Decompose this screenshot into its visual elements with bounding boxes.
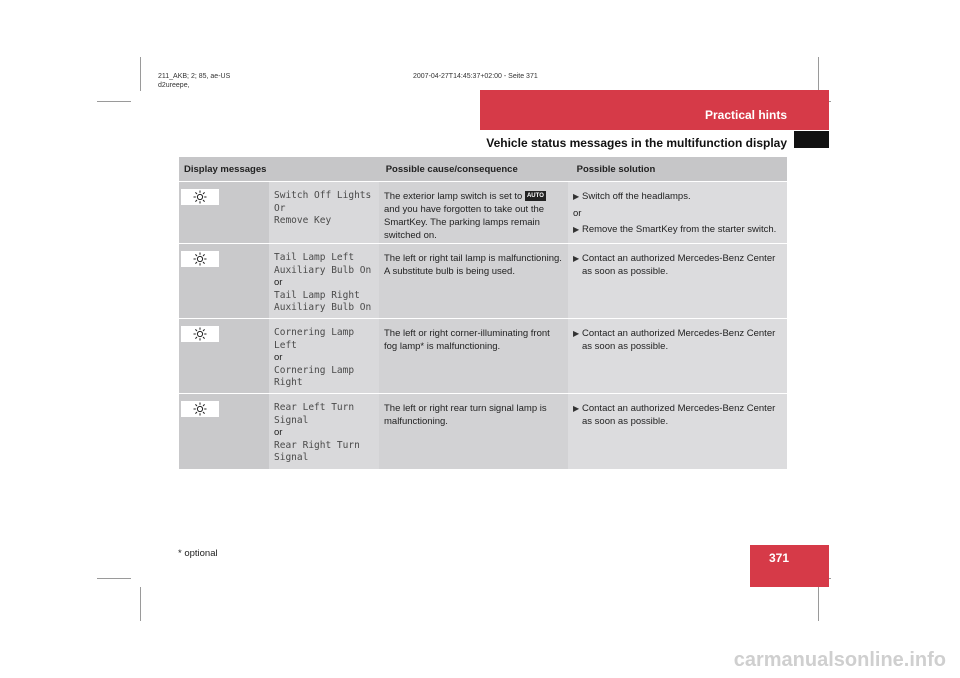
solution-step xyxy=(573,252,783,278)
page-number: 371 xyxy=(768,551,789,565)
print-meta-right xyxy=(413,72,538,81)
crop-mark xyxy=(140,587,141,621)
arrow-right-icon: ▶ xyxy=(573,192,580,201)
display-message: Right xyxy=(274,377,303,388)
print-meta-line: d2ureepe, xyxy=(158,82,190,89)
print-meta-line: 211_AKB; 2; 85, ae-US xyxy=(158,73,231,80)
lamp-icon-box xyxy=(181,401,219,417)
display-message: Switch Off Lights xyxy=(274,190,372,201)
print-meta-line: 2007-04-27T14:45:37+02:00 - Seite 371 xyxy=(413,73,538,80)
lamp-icon-box xyxy=(181,251,219,267)
auto-badge-icon: AUTO xyxy=(526,193,544,200)
status-messages-table xyxy=(179,157,787,469)
table-row xyxy=(179,318,787,393)
section-subtitle: Vehicle status messages in the multifunction display xyxy=(486,136,787,150)
display-message: Auxiliary Bulb On xyxy=(274,264,372,276)
solution-text: Contact an authorized Mercedes-Benz Center as soon as possible. xyxy=(582,253,776,277)
display-message: Left xyxy=(274,339,297,351)
print-meta-left xyxy=(158,72,230,90)
cause-text: The left or right rear turn signal lamp is malfunctioning. xyxy=(384,403,547,427)
cause-cell xyxy=(379,244,568,318)
display-message: Rear Left Turn xyxy=(274,402,355,413)
cause-text: The exterior lamp switch is set to xyxy=(384,191,523,202)
column-header: Possible cause/consequence xyxy=(385,163,518,175)
icon-cell xyxy=(179,182,269,243)
lamp-icon-box xyxy=(181,189,219,205)
cause-text: The left or right tail lamp is malfunctioning. A substitute bulb is being used. xyxy=(384,253,562,277)
header-marker xyxy=(794,131,829,148)
lamp-icon xyxy=(193,327,207,341)
or-separator: or xyxy=(274,352,283,363)
crop-mark xyxy=(97,578,131,579)
table-row xyxy=(179,393,787,469)
lamp-icon xyxy=(193,252,207,266)
message-cell xyxy=(269,319,379,393)
footnote: * optional xyxy=(178,548,218,559)
display-message: Auxiliary Bulb On xyxy=(274,302,372,313)
solution-step xyxy=(573,327,783,353)
arrow-right-icon: ▶ xyxy=(573,329,580,338)
solution-step xyxy=(573,190,783,203)
message-cell xyxy=(269,244,379,318)
crop-mark xyxy=(97,101,131,102)
cause-text: The left or right corner-illuminating front fog lamp* is malfunctioning. xyxy=(384,328,550,352)
icon-cell xyxy=(179,319,269,393)
arrow-right-icon: ▶ xyxy=(573,404,580,413)
or-separator: or xyxy=(274,277,283,288)
table-header xyxy=(179,157,787,181)
crop-mark xyxy=(140,57,141,91)
arrow-right-icon: ▶ xyxy=(573,254,580,263)
solution-text: Remove the SmartKey from the starter switch. xyxy=(582,224,777,235)
column-header: Possible solution xyxy=(576,163,656,175)
solution-text: Switch off the headlamps. xyxy=(582,191,691,202)
table-row xyxy=(179,243,787,318)
icon-cell xyxy=(179,394,269,469)
solution-step xyxy=(573,223,783,236)
display-message: Rear Right Turn xyxy=(274,439,360,451)
display-message: Or xyxy=(274,202,286,214)
display-message: Tail Lamp Right xyxy=(274,289,360,301)
arrow-right-icon: ▶ xyxy=(573,225,580,234)
crop-mark xyxy=(818,587,819,621)
solution-text: Contact an authorized Mercedes-Benz Center as soon as possible. xyxy=(582,403,776,427)
crop-mark xyxy=(818,57,819,91)
column-header: Display messages xyxy=(184,163,267,175)
cause-text: and you have forgotten to take out the SmartKey. The parking lamps remain switched on. xyxy=(384,204,545,241)
cause-cell xyxy=(379,394,568,469)
cause-cell xyxy=(379,319,568,393)
solution-cell xyxy=(568,394,787,469)
display-message: Tail Lamp Left xyxy=(274,252,355,263)
display-message: Signal xyxy=(274,452,309,463)
or-separator: or xyxy=(573,208,582,219)
icon-cell xyxy=(179,244,269,318)
solution-cell xyxy=(568,319,787,393)
solution-cell xyxy=(568,182,787,243)
message-cell xyxy=(269,182,379,243)
section-title: Practical hints xyxy=(704,108,787,122)
cause-cell xyxy=(379,182,568,243)
solution-text: Contact an authorized Mercedes-Benz Center as soon as possible. xyxy=(582,328,776,352)
display-message: Cornering Lamp xyxy=(274,364,355,376)
lamp-icon xyxy=(193,402,207,416)
watermark: carmanualsonline.info xyxy=(733,649,946,671)
lamp-icon xyxy=(193,190,207,204)
display-message: Remove Key xyxy=(274,215,332,226)
or-separator: or xyxy=(274,427,283,438)
solution-cell xyxy=(568,244,787,318)
solution-step xyxy=(573,402,783,428)
table-row xyxy=(179,181,787,243)
display-message: Cornering Lamp xyxy=(274,327,355,338)
lamp-icon-box xyxy=(181,326,219,342)
message-cell xyxy=(269,394,379,469)
display-message: Signal xyxy=(274,414,309,426)
